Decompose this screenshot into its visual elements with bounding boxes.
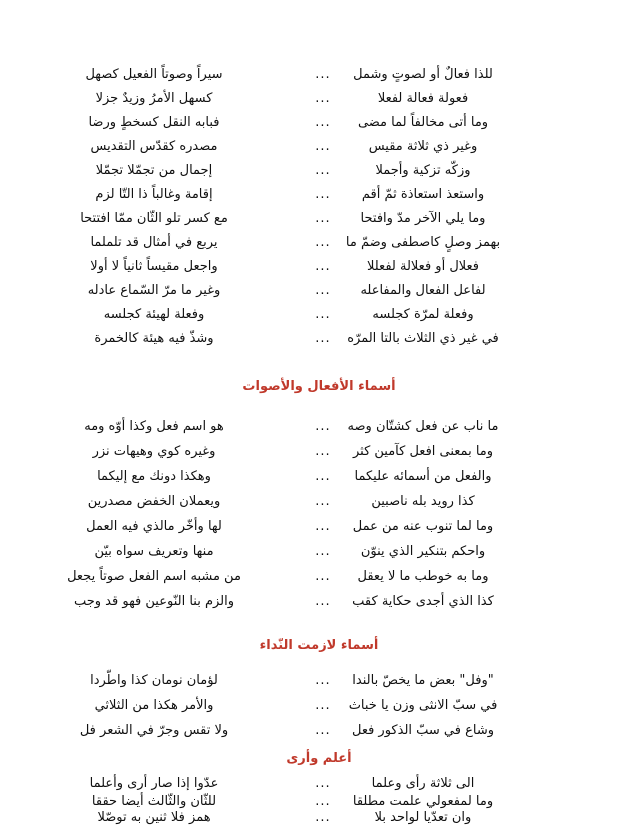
verse-first-hemistich: فعلال أو فعلالة لفعللا: [366, 259, 480, 274]
verse-line: [0, 669, 638, 693]
hemistich-separator: ...: [315, 673, 331, 688]
verse-first-hemistich: وفعلة لمرّة كجلسه: [372, 307, 474, 322]
verse-line: [0, 415, 638, 439]
verse-second-hemistich: والزم بنا النّوعين فهو قد وجب: [73, 594, 235, 609]
verse-second-hemistich: واجعل مقيساً ثانياً لا أولا: [90, 259, 218, 274]
verse-first-hemistich: واحكم بتنكير الذي ينوّن: [360, 544, 486, 559]
verse-line: [0, 490, 638, 514]
verse-line: [0, 540, 638, 564]
verse-second-hemistich: من مشبه اسم الفعل صوتاً يجعل: [67, 569, 241, 584]
verse-first-hemistich: الى ثلاثة رأى وعلما: [371, 776, 475, 791]
verse-second-hemistich: مصدره كقدّس التقديس: [90, 139, 218, 154]
hemistich-separator: ...: [315, 810, 331, 825]
verse-first-hemistich: لفاعل الفعال والمفاعله: [360, 283, 486, 298]
verse-line: [0, 327, 638, 351]
verse-first-hemistich: بهمز وصلٍ كاصطفى وضمّ ما: [345, 235, 501, 250]
verse-line: [0, 515, 638, 539]
hemistich-separator: ...: [315, 331, 331, 346]
section-heading: أسماء الأفعال والأصوات: [242, 379, 396, 394]
hemistich-separator: ...: [315, 259, 331, 274]
verse-second-hemistich: همز فلا ثنين به توصّلا: [97, 810, 211, 825]
hemistich-separator: ...: [315, 444, 331, 459]
verse-line: [0, 135, 638, 159]
verse-second-hemistich: مع كسر تلو الثّان ممّا افتتحا: [80, 211, 228, 226]
verse-first-hemistich: كذا رويد بله ناصبين: [371, 494, 475, 509]
verse-line: [0, 279, 638, 303]
verse-second-hemistich: والأمر هكذا من الثلاثي: [94, 698, 214, 713]
verse-first-hemistich: وشاع في سبّ الذكور فعل: [351, 723, 495, 738]
verse-line: [0, 303, 638, 327]
verse-first-hemistich: فعولة فعالة لفعلا: [377, 91, 469, 106]
verse-line: [0, 111, 638, 135]
hemistich-separator: ...: [315, 469, 331, 484]
hemistich-separator: ...: [315, 519, 331, 534]
hemistich-separator: ...: [315, 211, 331, 226]
verse-second-hemistich: وغيره كوي وهيهات نزر: [92, 444, 216, 459]
verse-first-hemistich: في سبّ الانثى وزن يا خباث: [348, 698, 498, 713]
verse-line: [0, 694, 638, 718]
hemistich-separator: ...: [315, 494, 331, 509]
hemistich-separator: ...: [315, 723, 331, 738]
verse-first-hemistich: وما أتى مخالفاً لما مضى: [357, 115, 489, 130]
verse-first-hemistich: وما لمفعولي علمت مطلقا: [352, 794, 494, 809]
verse-second-hemistich: للثّان والثّالث أيضا حققا: [91, 794, 217, 809]
verse-second-hemistich: يربع في أمثال قد تلملما: [90, 235, 218, 250]
hemistich-separator: ...: [315, 594, 331, 609]
hemistich-separator: ...: [315, 163, 331, 178]
verse-line: [0, 183, 638, 207]
verse-line: [0, 159, 638, 183]
verse-first-hemistich: وغير ذي ثلاثة مقيس: [368, 139, 478, 154]
verse-second-hemistich: وفعلة لهيئة كجلسه: [103, 307, 205, 322]
hemistich-separator: ...: [315, 115, 331, 130]
verse-first-hemistich: وزكّه تزكية وأجملا: [375, 163, 471, 178]
verse-line: [0, 87, 638, 111]
verse-first-hemistich: والفعل من أسمائه عليكما: [354, 469, 492, 484]
verse-line: [0, 440, 638, 464]
verse-line: [0, 231, 638, 255]
verse-line: [0, 465, 638, 489]
verse-second-hemistich: إجمال من تجمّلا تجمّلا: [95, 163, 213, 178]
verse-first-hemistich: وما به خوطب ما لا يعقل: [357, 569, 489, 584]
hemistich-separator: ...: [315, 544, 331, 559]
verse-second-hemistich: لها وأخّر مالذي فيه العمل: [86, 519, 222, 534]
verse-second-hemistich: سيراً وصوتاً الفعيل كصهل: [85, 67, 223, 82]
verse-line: [0, 719, 638, 743]
verse-line: [0, 806, 638, 830]
verse-line: [0, 63, 638, 87]
verse-second-hemistich: هو اسم فعل وكذا أوّه ومه: [84, 419, 224, 434]
verse-first-hemistich: وما بمعنى افعل كآمين كثر: [352, 444, 494, 459]
verse-second-hemistich: عدّوا إذا صار أرى وأعلما: [89, 776, 219, 791]
hemistich-separator: ...: [315, 91, 331, 106]
hemistich-separator: ...: [315, 794, 331, 809]
hemistich-separator: ...: [315, 776, 331, 791]
verse-first-hemistich: واستعذ استعاذة ثمّ أقم: [361, 187, 485, 202]
verse-second-hemistich: ولا تقس وجرّ في الشعر فل: [79, 723, 229, 738]
verse-line: [0, 565, 638, 589]
verse-line: [0, 590, 638, 614]
verse-first-hemistich: وما لما تنوب عنه من عمل: [352, 519, 494, 534]
hemistich-separator: ...: [315, 698, 331, 713]
verse-second-hemistich: ويعملان الخفض مصدرين: [87, 494, 221, 509]
verse-line: [0, 207, 638, 231]
hemistich-separator: ...: [315, 569, 331, 584]
hemistich-separator: ...: [315, 235, 331, 250]
verse-line: [0, 255, 638, 279]
verse-second-hemistich: وهكذا دونك مع إليكما: [97, 469, 211, 484]
hemistich-separator: ...: [315, 307, 331, 322]
verse-first-hemistich: ما ناب عن فعل كشتّان وصه: [347, 419, 499, 434]
verse-first-hemistich: "وفل" بعض ما يخصّ بالندا: [352, 673, 494, 688]
hemistich-separator: ...: [315, 283, 331, 298]
hemistich-separator: ...: [315, 139, 331, 154]
verse-second-hemistich: كسهل الأمرُ وزيدٌ جزلا: [95, 91, 213, 106]
verse-second-hemistich: إقامة وغالباً ذا التّا لزم: [95, 187, 213, 202]
verse-first-hemistich: وان تعدّيا لواحد بلا: [374, 810, 472, 825]
verse-second-hemistich: وشذّ فيه هيئة كالخمرة: [94, 331, 214, 346]
verse-second-hemistich: وغير ما مرّ السّماع عادله: [87, 283, 221, 298]
section-heading: أعلم وأرى: [286, 751, 352, 766]
verse-first-hemistich: وما يلي الآخر مدّ وافتحا: [360, 211, 486, 226]
hemistich-separator: ...: [315, 67, 331, 82]
verse-second-hemistich: فبابه النقل كسخطٍ ورضا: [88, 115, 220, 130]
verse-first-hemistich: للذا فعالٌ أو لصوتٍ وشمل: [353, 67, 493, 82]
verse-first-hemistich: كذا الذي أجدى حكاية كقب: [352, 594, 494, 609]
verse-second-hemistich: لؤمان نومان كذا واطّردا: [90, 673, 218, 688]
hemistich-separator: ...: [315, 419, 331, 434]
section-heading: أسماء لازمت النّداء: [259, 638, 379, 653]
hemistich-separator: ...: [315, 187, 331, 202]
verse-first-hemistich: في غير ذي الثلاث بالتا المرّه: [347, 331, 499, 346]
verse-second-hemistich: منها وتعريف سواه بيّن: [94, 544, 214, 559]
